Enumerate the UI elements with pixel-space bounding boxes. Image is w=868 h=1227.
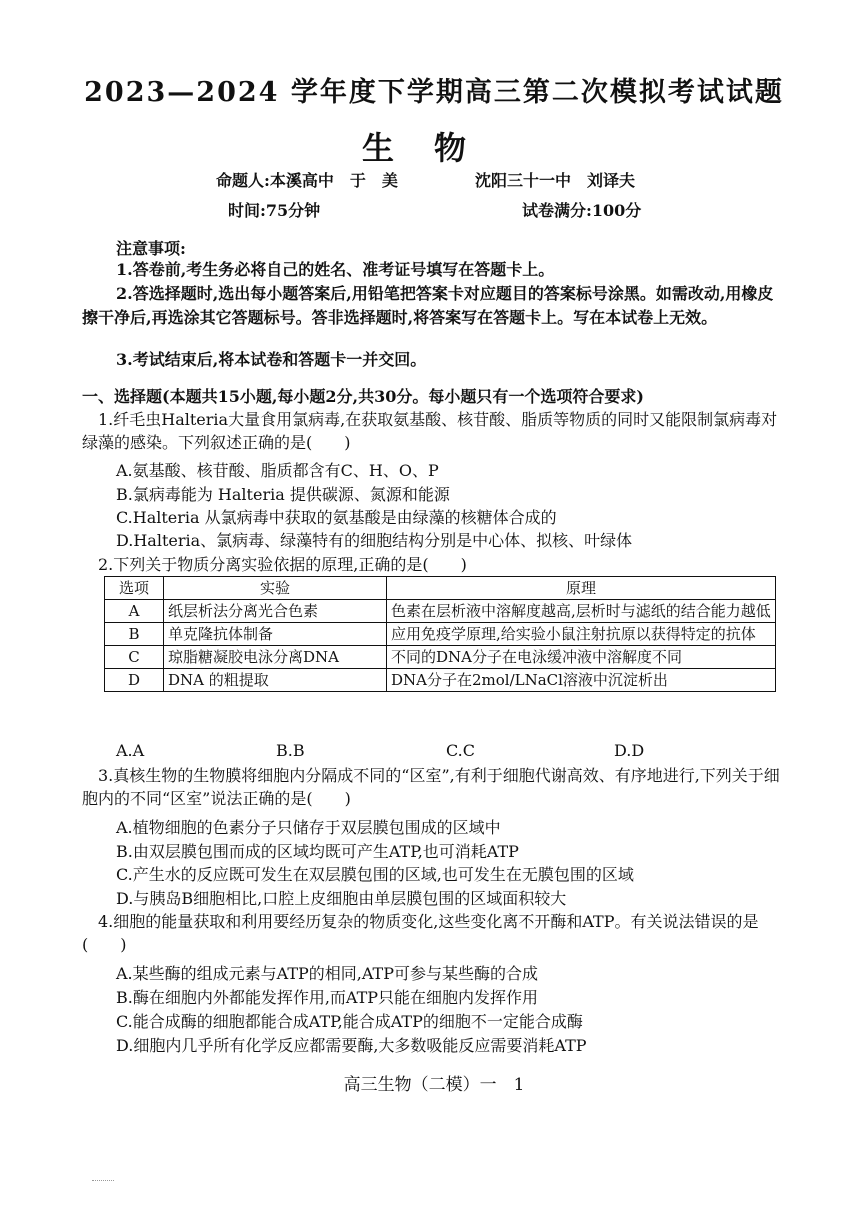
- table-cell: A: [105, 600, 164, 623]
- notice-item-1: 1.答卷前,考生务必将自己的姓名、准考证号填写在答题卡上。: [116, 260, 555, 279]
- q2-option-c: C.C: [446, 741, 475, 760]
- exam-time: 时间:75分钟: [228, 201, 321, 220]
- q2-option-d: D.D: [614, 741, 645, 760]
- q4-option-d: D.细胞内几乎所有化学反应都需要酶,大多数吸能反应需要消耗ATP: [116, 1036, 587, 1055]
- table-cell: 琼脂糖凝胶电泳分离DNA: [164, 646, 387, 669]
- q3-option-a: A.植物细胞的色素分子只储存于双层膜包围成的区域中: [116, 818, 501, 837]
- table-header-cell: 选项: [105, 577, 164, 600]
- q4-option-a: A.某些酶的组成元素与ATP的相同,ATP可参与某些酶的合成: [116, 964, 538, 983]
- q3-option-b: B.由双层膜包围而成的区域均既可产生ATP,也可消耗ATP: [116, 842, 519, 861]
- q1-option-a: A.氨基酸、核苷酸、脂质都含有C、H、O、P: [116, 461, 439, 480]
- q1-option-d: D.Halteria、氯病毒、绿藻特有的细胞结构分别是中心体、拟核、叶绿体: [116, 531, 633, 550]
- page-footer: 高三生物（二模）一 1: [343, 1075, 525, 1095]
- q1-option-b: B.氯病毒能为 Halteria 提供碳源、氮源和能源: [116, 485, 450, 504]
- table-cell: DNA 的粗提取: [164, 669, 387, 692]
- q2-stem: 2.下列关于物质分离实验依据的原理,正确的是( ): [98, 555, 467, 574]
- q3-option-c: C.产生水的反应既可发生在双层膜包围的区域,也可发生在无膜包围的区域: [116, 865, 634, 884]
- q4-stem: 4.细胞的能量获取和利用要经历复杂的物质变化,这些变化离不开酶和ATP。有关说法错误的是( ): [82, 912, 759, 954]
- table-row: [105, 669, 776, 692]
- section-heading: 一、选择题(本题共15小题,每小题2分,共30分。每小题只有一个选项符合要求): [82, 387, 644, 406]
- full-score: 试卷满分:100分: [522, 201, 642, 220]
- q2-option-a: A.A: [116, 741, 145, 760]
- decorative-dots: [92, 1180, 114, 1181]
- q2-table: [104, 576, 776, 692]
- table-cell: D: [105, 669, 164, 692]
- table-cell: DNA分子在2mol/LNaCl溶液中沉淀析出: [387, 669, 776, 692]
- table-cell: C: [105, 646, 164, 669]
- notice-heading: 注意事项:: [116, 239, 186, 258]
- table-cell: 纸层析法分离光合色素: [164, 600, 387, 623]
- notice-item-3: 3.考试结束后,将本试卷和答题卡一并交回。: [116, 350, 427, 369]
- subject-title: 生物: [361, 129, 506, 167]
- q4-option-b: B.酶在细胞内外都能发挥作用,而ATP只能在细胞内发挥作用: [116, 988, 539, 1007]
- table-cell: 色素在层析液中溶解度越高,层析时与滤纸的结合能力越低: [387, 600, 776, 623]
- q1-option-c: C.Halteria 从氯病毒中获取的氨基酸是由绿藻的核糖体合成的: [116, 508, 557, 527]
- authors-left: 命题人:本溪高中 于 美: [216, 171, 398, 190]
- q3-option-d: D.与胰岛B细胞相比,口腔上皮细胞由单层膜包围的区域面积较大: [116, 889, 567, 908]
- authors-right: 沈阳三十一中 刘译夫: [475, 171, 636, 190]
- table-row: [105, 600, 776, 623]
- q3-stem: 3.真核生物的生物膜将细胞内分隔成不同的“区室”,有利于细胞代谢高效、有序地进行,下列关于细胞内的不同“区室”说法正确的是( ): [82, 766, 780, 808]
- table-cell: 单克隆抗体制备: [164, 623, 387, 646]
- table-cell: 应用免疫学原理,给实验小鼠注射抗原以获得特定的抗体: [387, 623, 776, 646]
- table-cell: 不同的DNA分子在电泳缓冲液中溶解度不同: [387, 646, 776, 669]
- table-header-row: [105, 577, 776, 600]
- notice-item-2: 2.答选择题时,选出每小题答案后,用铅笔把答案卡对应题目的答案标号涂黑。如需改动,用橡皮擦干净后,再选涂其它答题标号。答非选择题时,将答案写在答题卡上。写在本试卷上无效。: [82, 284, 774, 327]
- q1-stem: 1.纤毛虫Halteria大量食用氯病毒,在获取氨基酸、核苷酸、脂质等物质的同时又能限制氯病毒对绿藻的感染。下列叙述正确的是( ): [82, 410, 778, 452]
- table-header-cell: 实验: [164, 577, 387, 600]
- table-row: [105, 623, 776, 646]
- exam-title: 2023—2024 学年度下学期高三第二次模拟考试试题: [84, 77, 784, 108]
- table-row: [105, 646, 776, 669]
- table-cell: B: [105, 623, 164, 646]
- table-header-cell: 原理: [387, 577, 776, 600]
- q2-option-b: B.B: [276, 741, 305, 760]
- q4-option-c: C.能合成酶的细胞都能合成ATP,能合成ATP的细胞不一定能合成酶: [116, 1012, 583, 1031]
